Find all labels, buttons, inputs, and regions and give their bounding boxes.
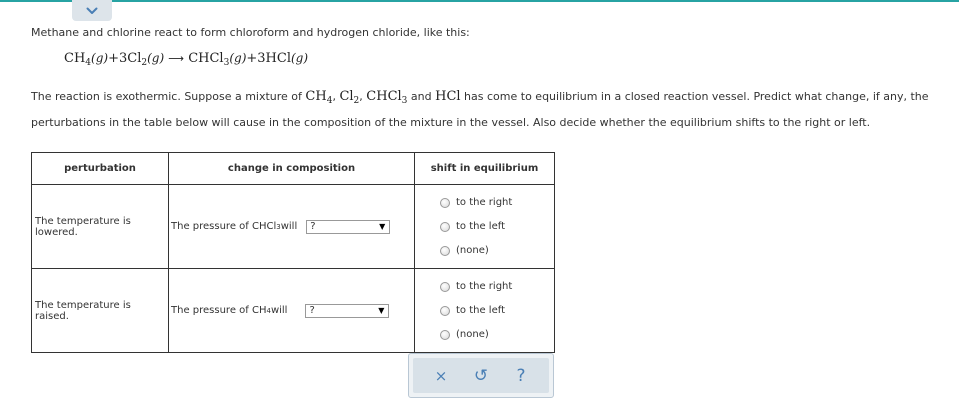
radio-button[interactable] [440,198,450,208]
radio-button[interactable] [440,246,450,256]
clear-button[interactable] [426,361,456,391]
perturbation-cell: The temperature is raised. [32,269,169,353]
radio-button[interactable] [440,222,450,232]
reaction-equation: $CH_4(g)+3Cl_2(g)$ ⟶ CHCl$_3$(g)+3HCl(g) [64,51,309,68]
help-button[interactable] [506,361,536,391]
reactant-1: $CH_4(g)$ [64,51,109,68]
dropdown-arrow-icon: ▼ [378,306,385,315]
option-left[interactable]: to the left [440,299,554,323]
answer-toolbar [408,353,554,398]
perturbation-table [31,152,555,353]
intro-text: Methane and chlorine react to form chloroform and hydrogen chloride, like this: [31,26,470,39]
species-ch4: $CH_4$ [305,89,333,106]
reaction-arrow: ⟶ [168,52,185,65]
species-chcl3: CHCl$_3$ [366,89,408,106]
chevron-down-icon [86,7,98,15]
top-accent-rule [0,0,959,2]
table-row [32,185,555,269]
shift-options [415,185,555,269]
shift-options [415,269,555,353]
option-right[interactable]: to the right [440,275,554,299]
change-select[interactable]: ? ▼ [305,304,389,318]
collapse-toggle[interactable] [72,0,112,21]
question-paragraph: The reaction is exothermic. Suppose a mixture of $CH_4$, $Cl_2$, CHCl$_3$ and HCl has come to equilibrium in a closed reaction vessel. Predict what change, if any, the perturbations in the table below will cause in the composition of the mixture in the vessel. Also decide whether the equilibrium shifts to the right or left. [31,89,929,129]
option-left[interactable]: to the left [440,215,554,239]
table-row [32,269,555,353]
dropdown-arrow-icon: ▼ [379,222,386,231]
product-2: HCl(g) [265,51,309,66]
undo-icon: ↺ [473,365,489,386]
product-1: CHCl$_3$(g) [188,51,247,68]
undo-button[interactable] [466,361,496,391]
species-hcl: HCl [435,89,461,104]
radio-button[interactable] [440,330,450,340]
change-cell: The pressure of CH 4 will ? ▼ [169,269,415,353]
species-cl2: $Cl_2$ [339,89,360,106]
header-change: change in composition [169,153,415,185]
option-none[interactable]: (none) [440,239,554,263]
table-header-row [32,153,555,185]
radio-button[interactable] [440,306,450,316]
help-icon: ? [516,365,526,386]
change-cell: The pressure of CHCl 3 will ? ▼ [169,185,415,269]
reactant-2: $Cl_2(g)$ [127,51,165,68]
perturbation-cell: The temperature is lowered. [32,185,169,269]
radio-button[interactable] [440,282,450,292]
close-icon: × [434,366,448,385]
option-right[interactable]: to the right [440,191,554,215]
change-select[interactable]: ? ▼ [306,220,390,234]
option-none[interactable]: (none) [440,323,554,347]
header-perturbation: perturbation [32,153,169,185]
header-shift: shift in equilibrium [415,153,555,185]
